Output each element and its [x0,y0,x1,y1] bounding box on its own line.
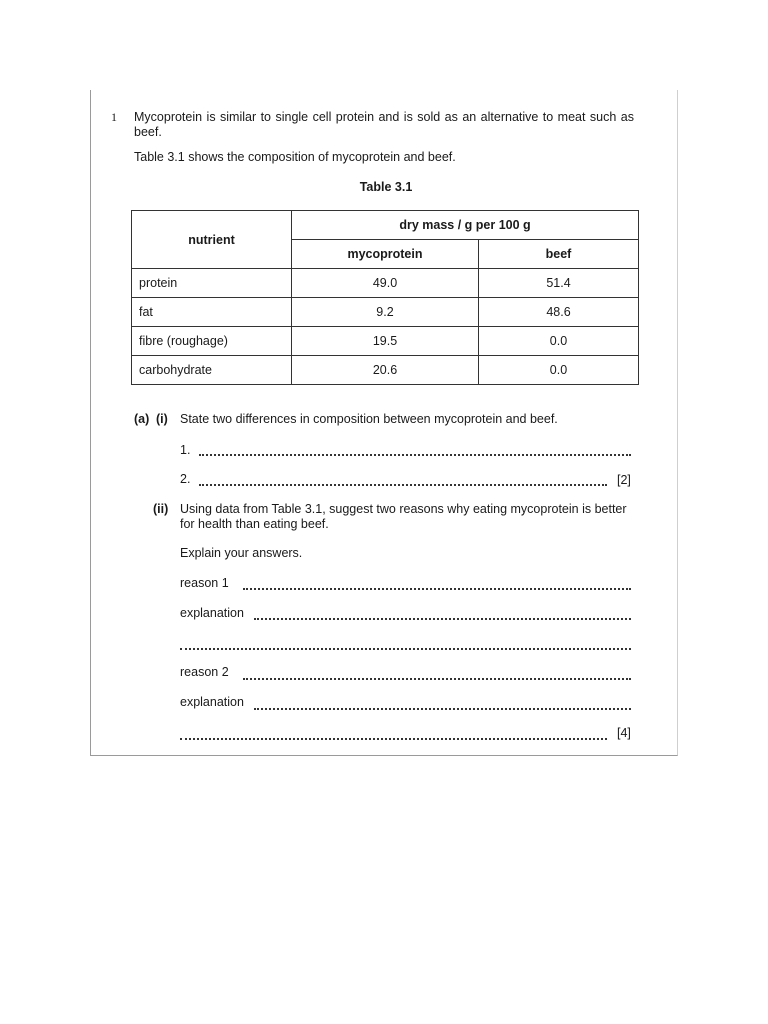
answer-line-2-label: 2. [180,472,191,486]
table-caption: Table 3.1 [359,180,413,194]
header-mycoprotein: mycoprotein [292,240,479,269]
table-row [132,327,639,356]
part-i-prompt: State two differences in composition between mycoprotein and beef. [180,412,558,426]
table-row [132,298,639,327]
explanation-1-label: explanation [180,606,244,620]
reason-1-line[interactable] [243,588,631,590]
table-header-row [132,211,639,240]
row-beef: 0.0 [479,356,639,385]
row-mycoprotein: 9.2 [292,298,479,327]
row-mycoprotein: 49.0 [292,269,479,298]
row-nutrient: fat [132,298,292,327]
header-dry-mass: dry mass / g per 100 g [292,211,639,240]
row-beef: 48.6 [479,298,639,327]
row-nutrient: protein [132,269,292,298]
reason-2-line[interactable] [243,678,631,680]
marks-ii: [4] [617,726,631,740]
question-intro [134,110,634,165]
row-beef: 51.4 [479,269,639,298]
explanation-1-line[interactable] [254,618,631,620]
question-number: 1 [111,110,117,124]
row-nutrient: fibre (roughage) [132,327,292,356]
table-row [132,356,639,385]
row-nutrient: carbohydrate [132,356,292,385]
explanation-2-continuation-line[interactable] [180,738,607,740]
reason-2-label: reason 2 [180,665,229,679]
table-row [132,269,639,298]
answer-line-2[interactable] [199,484,607,486]
marks-i: [2] [617,473,631,487]
row-mycoprotein: 19.5 [292,327,479,356]
part-ii-label: (ii) [153,502,169,516]
explanation-2-label: explanation [180,695,244,709]
explain-instruction: Explain your answers. [180,546,303,560]
reason-1-label: reason 1 [180,576,229,590]
row-mycoprotein: 20.6 [292,356,479,385]
row-beef: 0.0 [479,327,639,356]
answer-line-1[interactable] [199,454,631,456]
part-i-label: (i) [156,412,168,426]
header-nutrient: nutrient [132,211,292,269]
intro-text: Mycoprotein is similar to single cell protein and is sold as an alternative to meat such as beef. [134,110,634,139]
composition-table [131,210,639,385]
header-beef: beef [479,240,639,269]
part-ii-prompt: Using data from Table 3.1, suggest two reasons why eating mycoprotein is better for health than eating beef. [180,502,627,531]
table-reference-text: Table 3.1 shows the composition of mycoprotein and beef. [134,150,456,164]
answer-line-1-label: 1. [180,443,191,457]
explanation-2-line[interactable] [254,708,631,710]
part-a-label: (a) [134,412,150,426]
explanation-1-continuation-line[interactable] [180,648,631,650]
